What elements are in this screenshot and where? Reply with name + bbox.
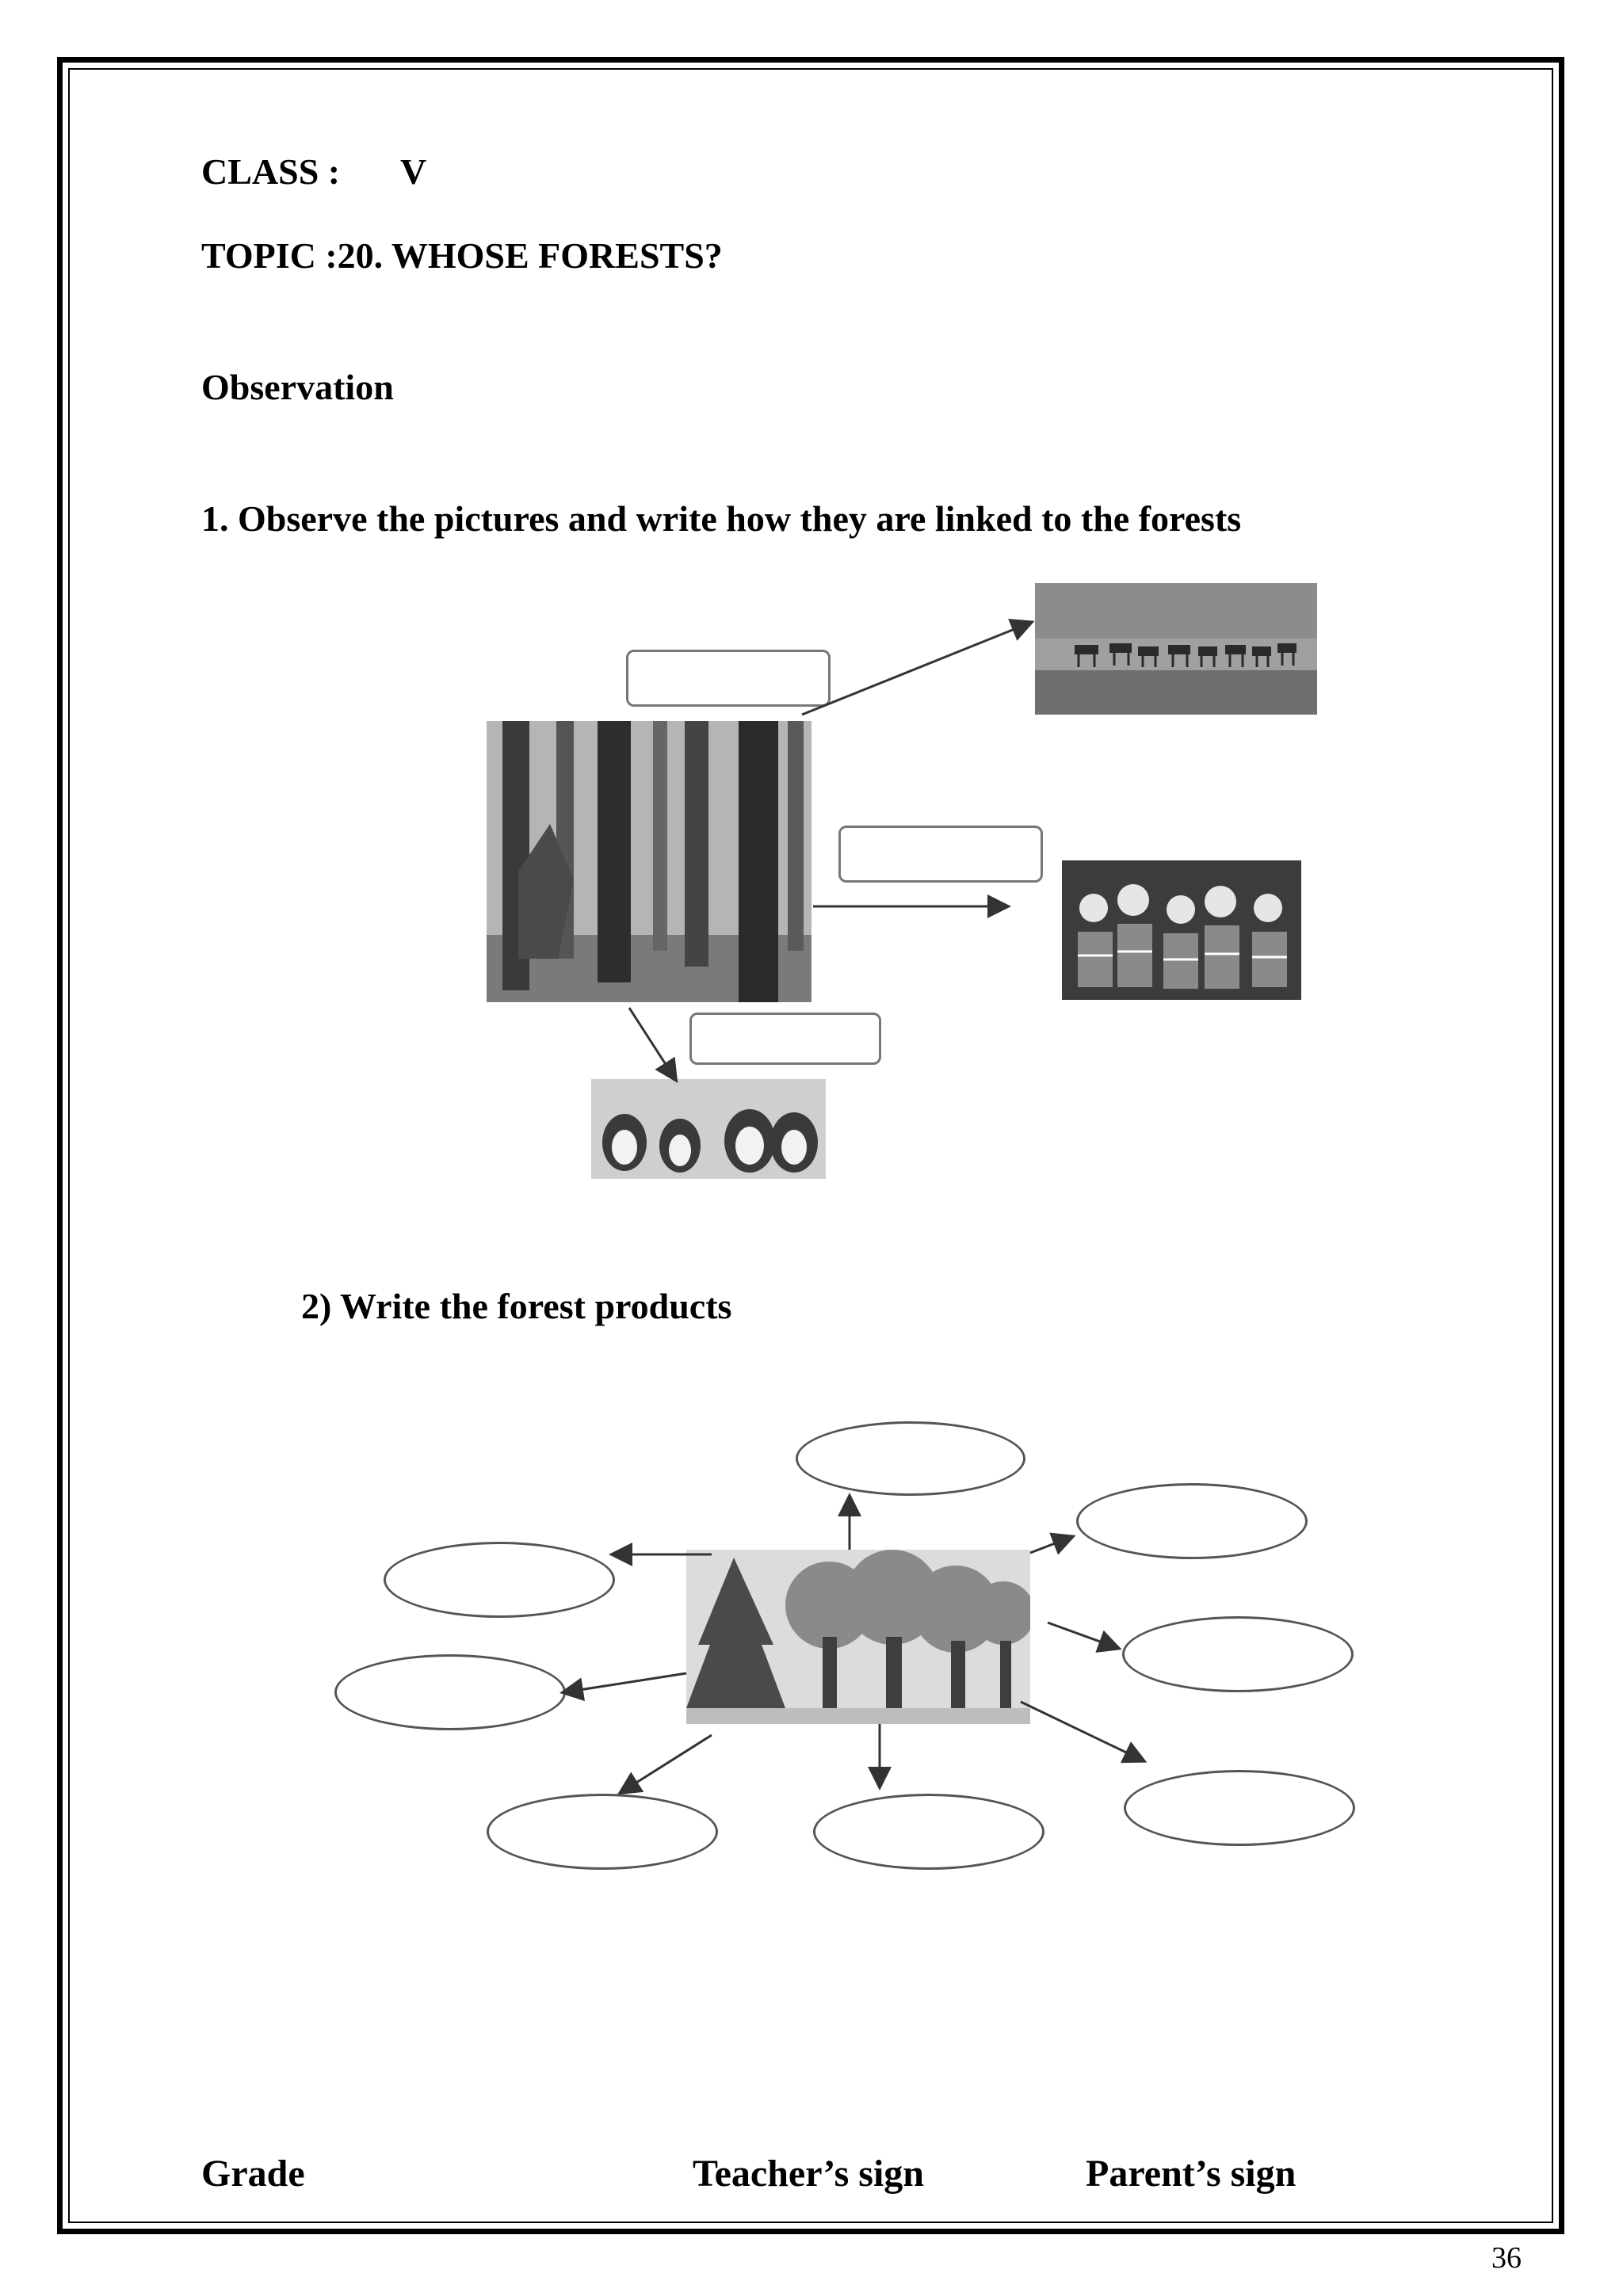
page-number: 36 — [1491, 2241, 1522, 2275]
deer-herd-image — [1035, 583, 1317, 715]
topic-title: TOPIC :20. WHOSE FORESTS? — [201, 235, 723, 276]
trees-image — [686, 1550, 1030, 1724]
parent-sign-label: Parent’s sign — [1086, 2153, 1296, 2195]
product-oval-1[interactable] — [796, 1421, 1025, 1496]
answer-box-tribal[interactable] — [838, 826, 1043, 883]
class-value: V — [400, 151, 427, 192]
tribal-people-image — [1062, 860, 1301, 1000]
forest-image — [487, 721, 812, 1002]
product-oval-6[interactable] — [1124, 1770, 1355, 1846]
grade-label: Grade — [201, 2153, 305, 2195]
product-oval-2[interactable] — [1076, 1483, 1308, 1559]
question-1: 1. Observe the pictures and write how they are linked to the forests — [201, 498, 1242, 539]
section-title: Observation — [201, 367, 394, 407]
class-label: CLASS : — [201, 151, 341, 192]
answer-box-deer[interactable] — [626, 650, 831, 707]
product-oval-5[interactable] — [334, 1654, 566, 1730]
answer-box-birds[interactable] — [689, 1013, 881, 1065]
teacher-sign-label: Teacher’s sign — [693, 2153, 924, 2195]
product-oval-3[interactable] — [384, 1542, 615, 1618]
product-oval-7[interactable] — [487, 1794, 718, 1870]
product-oval-4[interactable] — [1122, 1616, 1354, 1692]
product-oval-8[interactable] — [813, 1794, 1044, 1870]
birds-image — [591, 1079, 826, 1179]
question-2: 2) Write the forest products — [301, 1286, 732, 1326]
